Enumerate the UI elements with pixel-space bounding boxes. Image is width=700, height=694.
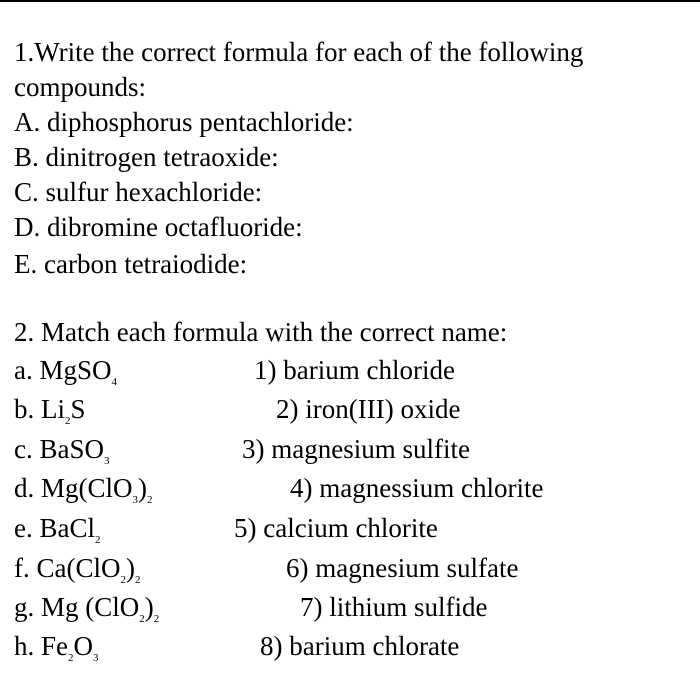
formula-g: g. Mg $(ClO_2)_2$ xyxy=(14,592,160,625)
name-5: 5) calcium chlorite xyxy=(234,513,438,543)
name-8: 8) barium chlorate xyxy=(260,631,460,661)
top-border xyxy=(0,0,700,2)
name-7: 7) lithium sulfide xyxy=(300,592,488,622)
name-6: 6) magnesium sulfate xyxy=(286,553,519,583)
q1-item-e: E. carbon tetraiodide: xyxy=(14,249,248,279)
formula-c: c. BaSO$_3$ xyxy=(14,434,110,467)
formula-d: d. $Mg(ClO_3)_2$ xyxy=(14,473,153,506)
name-2: 2) iron(III) oxide xyxy=(276,394,461,424)
q1-intro-line1: 1.Write the correct formula for each of the following xyxy=(14,37,584,67)
q2-intro: 2. Match each formula with the correct name: xyxy=(14,317,508,347)
formula-e: e. BaCl$_2$ xyxy=(14,513,101,546)
name-1: 1) barium chloride xyxy=(254,355,455,385)
formula-f: f. $Ca(ClO_2)_2$ xyxy=(14,553,141,586)
name-3: 3) magnesium sulfite xyxy=(242,434,470,464)
name-4: 4) magnessium chlorite xyxy=(290,473,544,503)
q1-item-c: C. sulfur hexachloride: xyxy=(14,177,263,207)
formula-b: b. $Li_2S$ xyxy=(14,394,86,427)
formula-a: a. MgSO$_4$ xyxy=(14,355,118,388)
formula-h: h. $Fe_2O_3$ xyxy=(14,631,99,664)
q1-item-b: B. dinitrogen tetraoxide: xyxy=(14,142,279,172)
q1-item-d: D. dibromine octafluoride: xyxy=(14,212,303,242)
q1-intro-line2: compounds: xyxy=(14,72,146,102)
q1-item-a: A. diphosphorus pentachloride: xyxy=(14,107,354,137)
